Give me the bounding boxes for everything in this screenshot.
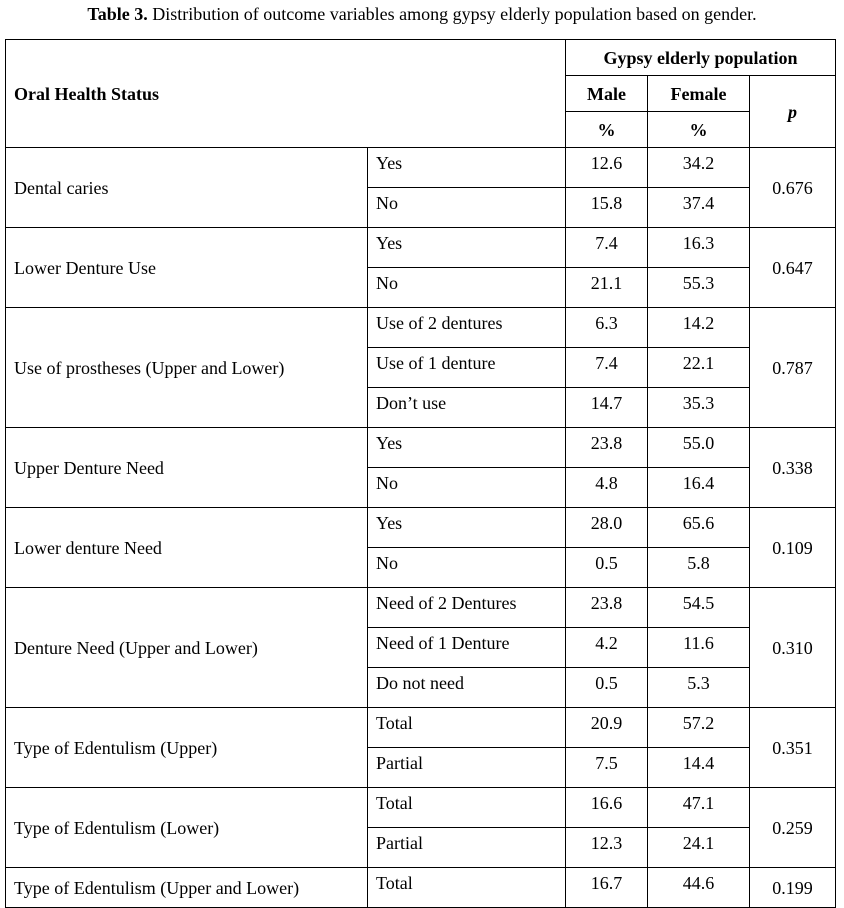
category-cell: Need of 1 Denture (368, 628, 566, 668)
male-percent-cell: 15.8 (566, 188, 648, 228)
table-row (6, 428, 836, 468)
category-cell: Total (368, 708, 566, 748)
male-percent-cell: 6.3 (566, 308, 648, 348)
caption-text: Distribution of outcome variables among gypsy elderly population based on gender. (147, 4, 757, 24)
male-percent-cell: 23.8 (566, 588, 648, 628)
outcome-name: Dental caries (6, 148, 368, 228)
category-cell: Total (368, 788, 566, 828)
category-cell: Use of 2 dentures (368, 308, 566, 348)
male-percent-cell: 14.7 (566, 388, 648, 428)
male-percent-cell: 4.2 (566, 628, 648, 668)
category-cell: Yes (368, 228, 566, 268)
male-percent-cell: 0.5 (566, 548, 648, 588)
p-value-cell: 0.647 (750, 228, 836, 308)
female-percent-cell: 65.6 (648, 508, 750, 548)
category-cell: Yes (368, 428, 566, 468)
table-row (6, 508, 836, 548)
header-female: Female (648, 76, 750, 112)
female-percent-cell: 37.4 (648, 188, 750, 228)
male-percent-cell: 16.6 (566, 788, 648, 828)
outcome-name: Lower denture Need (6, 508, 368, 588)
table-row (6, 788, 836, 828)
outcome-table (5, 39, 836, 908)
outcome-name: Type of Edentulism (Lower) (6, 788, 368, 868)
category-cell: Do not need (368, 668, 566, 708)
header-oral-health-status: Oral Health Status (6, 40, 566, 148)
p-value-cell: 0.310 (750, 588, 836, 708)
male-percent-cell: 4.8 (566, 468, 648, 508)
category-cell: No (368, 268, 566, 308)
male-percent-cell: 12.6 (566, 148, 648, 188)
category-cell: No (368, 188, 566, 228)
category-cell: Need of 2 Dentures (368, 588, 566, 628)
female-percent-cell: 16.4 (648, 468, 750, 508)
female-percent-cell: 14.4 (648, 748, 750, 788)
category-cell: No (368, 548, 566, 588)
female-percent-cell: 44.6 (648, 868, 750, 908)
female-percent-cell: 14.2 (648, 308, 750, 348)
category-cell: Yes (368, 508, 566, 548)
outcome-name: Denture Need (Upper and Lower) (6, 588, 368, 708)
table-row (6, 148, 836, 188)
table-row (6, 708, 836, 748)
category-cell: Partial (368, 828, 566, 868)
p-value-cell: 0.351 (750, 708, 836, 788)
p-value-cell: 0.109 (750, 508, 836, 588)
p-value-cell: 0.199 (750, 868, 836, 908)
outcome-name: Use of prostheses (Upper and Lower) (6, 308, 368, 428)
header-pct-male: % (566, 112, 648, 148)
female-percent-cell: 34.2 (648, 148, 750, 188)
female-percent-cell: 5.3 (648, 668, 750, 708)
female-percent-cell: 47.1 (648, 788, 750, 828)
header-group: Gypsy elderly population (566, 40, 836, 76)
p-value-cell: 0.787 (750, 308, 836, 428)
table-row (6, 868, 836, 908)
outcome-name: Lower Denture Use (6, 228, 368, 308)
male-percent-cell: 7.5 (566, 748, 648, 788)
male-percent-cell: 28.0 (566, 508, 648, 548)
female-percent-cell: 35.3 (648, 388, 750, 428)
category-cell: No (368, 468, 566, 508)
table-caption (0, 0, 844, 30)
outcome-name: Type of Edentulism (Upper and Lower) (6, 868, 368, 908)
female-percent-cell: 54.5 (648, 588, 750, 628)
male-percent-cell: 16.7 (566, 868, 648, 908)
category-cell: Total (368, 868, 566, 908)
category-cell: Don’t use (368, 388, 566, 428)
female-percent-cell: 11.6 (648, 628, 750, 668)
category-cell: Partial (368, 748, 566, 788)
male-percent-cell: 20.9 (566, 708, 648, 748)
p-value-cell: 0.259 (750, 788, 836, 868)
table-row (6, 588, 836, 628)
category-cell: Use of 1 denture (368, 348, 566, 388)
female-percent-cell: 22.1 (648, 348, 750, 388)
male-percent-cell: 0.5 (566, 668, 648, 708)
outcome-name: Type of Edentulism (Upper) (6, 708, 368, 788)
p-value-cell: 0.338 (750, 428, 836, 508)
female-percent-cell: 24.1 (648, 828, 750, 868)
female-percent-cell: 55.0 (648, 428, 750, 468)
male-percent-cell: 23.8 (566, 428, 648, 468)
table-header (6, 40, 836, 148)
caption-label: Table 3. (87, 4, 148, 24)
table-row (6, 228, 836, 268)
female-percent-cell: 5.8 (648, 548, 750, 588)
category-cell: Yes (368, 148, 566, 188)
p-value-cell: 0.676 (750, 148, 836, 228)
table-body (6, 148, 836, 908)
female-percent-cell: 55.3 (648, 268, 750, 308)
male-percent-cell: 12.3 (566, 828, 648, 868)
female-percent-cell: 57.2 (648, 708, 750, 748)
female-percent-cell: 16.3 (648, 228, 750, 268)
male-percent-cell: 7.4 (566, 348, 648, 388)
header-male: Male (566, 76, 648, 112)
header-pct-female: % (648, 112, 750, 148)
male-percent-cell: 7.4 (566, 228, 648, 268)
outcome-name: Upper Denture Need (6, 428, 368, 508)
table-row (6, 308, 836, 348)
male-percent-cell: 21.1 (566, 268, 648, 308)
header-p: p (750, 76, 836, 148)
